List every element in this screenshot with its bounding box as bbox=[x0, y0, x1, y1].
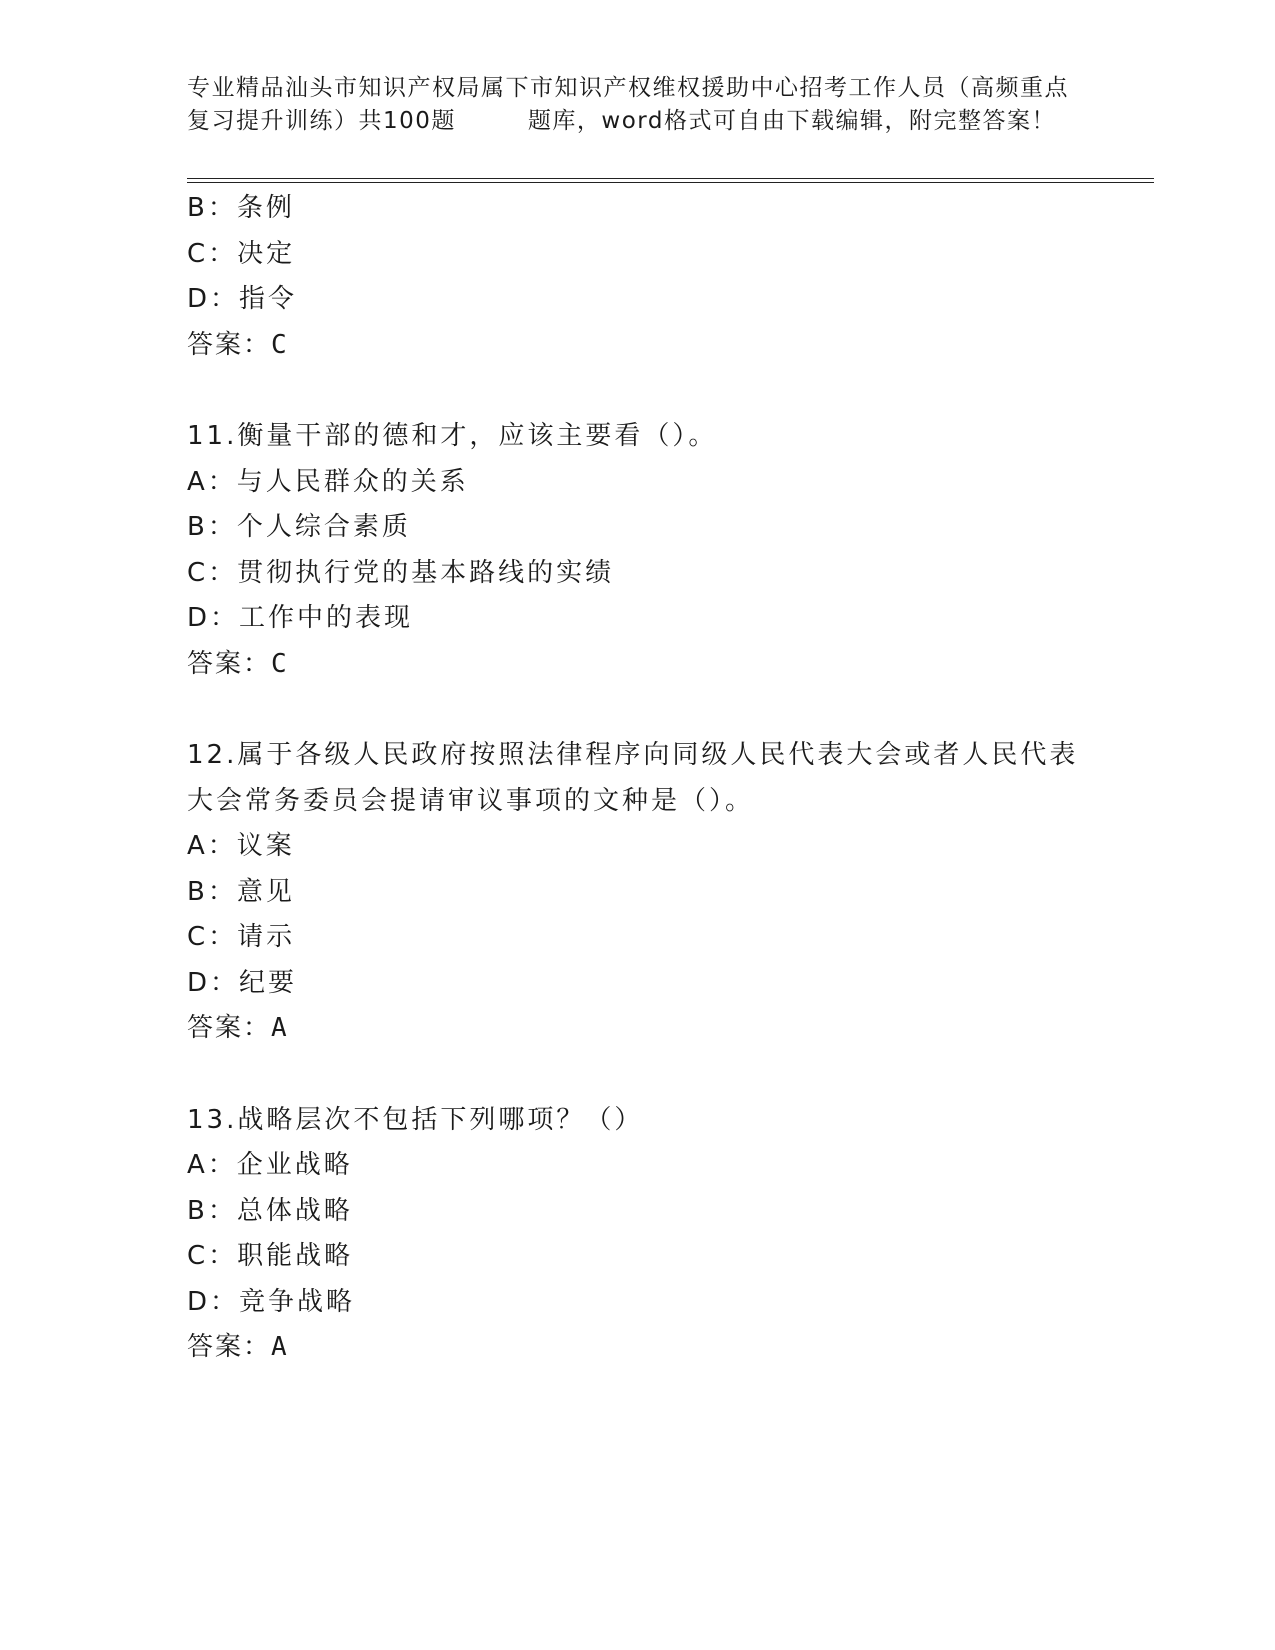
header-rule-thick bbox=[187, 182, 1154, 183]
option-b: B：条例 bbox=[187, 193, 295, 223]
option-d: D：纪要 bbox=[187, 967, 298, 998]
answer-line: 答案：C bbox=[187, 329, 289, 360]
answer-line: 答案：C bbox=[187, 648, 289, 679]
page-header bbox=[187, 72, 1092, 138]
answer-line: 答案：A bbox=[187, 1013, 289, 1043]
question-spacer bbox=[187, 687, 1092, 733]
answer-line: 答案：A bbox=[187, 1332, 289, 1362]
header-title-line-2 bbox=[187, 105, 1092, 138]
header-title-line-1: 专业精品汕头市知识产权局属下市知识产权维权援助中心招考工作人员（高频重点 bbox=[187, 75, 1069, 101]
question-stem-line-2: 大会常务委员会提请审议事项的文种是（）。 bbox=[187, 785, 755, 816]
option-b: B：总体战略 bbox=[187, 1195, 353, 1226]
question-11 bbox=[187, 414, 1092, 687]
header-rule-thin bbox=[187, 178, 1154, 179]
option-a: A：与人民群众的关系 bbox=[187, 466, 469, 497]
option-d: D：竞争战略 bbox=[187, 1286, 356, 1317]
header-title-line-2-part-1: 复习提升训练）共100题 bbox=[187, 108, 456, 134]
option-b: B：意见 bbox=[187, 876, 295, 907]
option-c: C：请示 bbox=[187, 922, 296, 952]
header-title-line-2-part-2: 题库，word格式可自由下载编辑，附完整答案！ bbox=[527, 108, 1056, 134]
question-block-previous bbox=[187, 186, 1092, 368]
question-stem: 13.战略层次不包括下列哪项？（） bbox=[187, 1104, 644, 1135]
option-b: B：个人综合素质 bbox=[187, 512, 411, 542]
question-spacer bbox=[187, 368, 1092, 414]
question-stem: 11.衡量干部的德和才，应该主要看（）。 bbox=[187, 421, 718, 451]
option-c: C：职能战略 bbox=[187, 1241, 354, 1271]
question-12 bbox=[187, 733, 1092, 1052]
option-a: A：企业战略 bbox=[187, 1150, 353, 1180]
option-d: D：指令 bbox=[187, 284, 298, 314]
option-d: D：工作中的表现 bbox=[187, 603, 414, 633]
option-c: C：贯彻执行党的基本路线的实绩 bbox=[187, 557, 615, 588]
question-13 bbox=[187, 1098, 1092, 1371]
question-stem-line-1: 12.属于各级人民政府按照法律程序向同级人民代表大会或者人民代表 bbox=[187, 740, 1079, 770]
question-list bbox=[187, 186, 1092, 1371]
option-a: A：议案 bbox=[187, 831, 295, 861]
option-c: C：决定 bbox=[187, 238, 296, 269]
question-spacer bbox=[187, 1052, 1092, 1098]
